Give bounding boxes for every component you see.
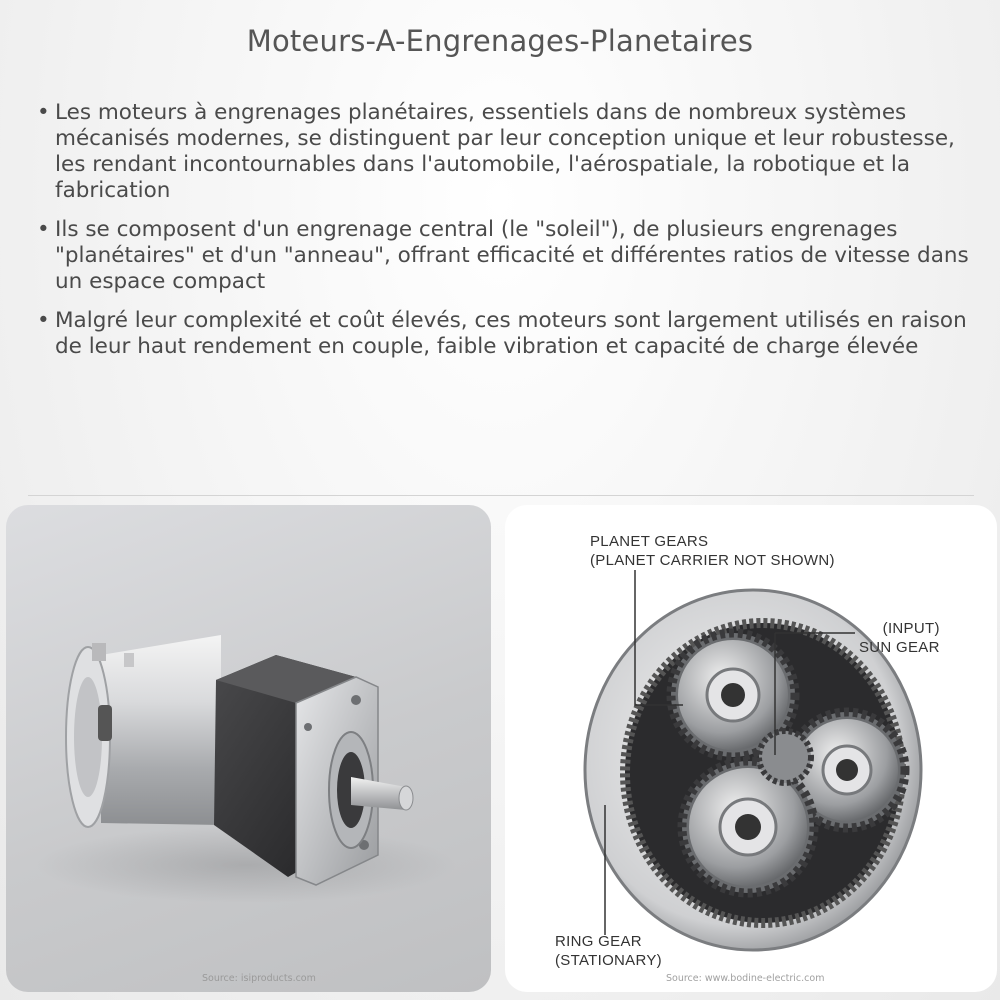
bullet-item: • Les moteurs à engrenages planétaires, essentiels dans de nombreux systèmes mécanisés modernes, se distinguent par leur conception unique et leur robustesse, les rendant incontournables dans l'automobile, l'aérospatiale, la robotique et la fabrication bbox=[28, 100, 976, 204]
motor-photo bbox=[6, 505, 491, 992]
bullet-list bbox=[28, 100, 976, 373]
image-source: Source: www.bodine-electric.com bbox=[666, 973, 825, 984]
page-title: Moteurs-A-Engrenages-Planetaires bbox=[246, 24, 754, 58]
image-source: Source: isiproducts.com bbox=[202, 973, 316, 984]
sun-gear bbox=[759, 731, 811, 783]
planet-gears-label: PLANET GEARS (PLANET CARRIER NOT SHOWN) bbox=[590, 533, 835, 569]
gear-motor-illustration bbox=[6, 505, 491, 992]
bullet-item: • Malgré leur complexité et coût élevés, ces moteurs sont largement utilisés en raison de leur haut rendement en couple, faible vibration et capacité de charge élevée bbox=[28, 308, 976, 360]
ring-gear-label: RING GEAR (STATIONARY) bbox=[555, 933, 662, 969]
sun-gear-label: (INPUT) SUN GEAR bbox=[859, 620, 940, 656]
section-divider bbox=[28, 495, 974, 496]
bullet-item: • Ils se composent d'un engrenage central (le "soleil"), de plusieurs engrenages "planétaires" et d'un "anneau", offrant efficacité et différentes ratios de vitesse dans un espace compact bbox=[28, 217, 976, 295]
planetary-gear-illustration bbox=[505, 505, 997, 992]
planetary-gear-diagram bbox=[505, 505, 997, 992]
